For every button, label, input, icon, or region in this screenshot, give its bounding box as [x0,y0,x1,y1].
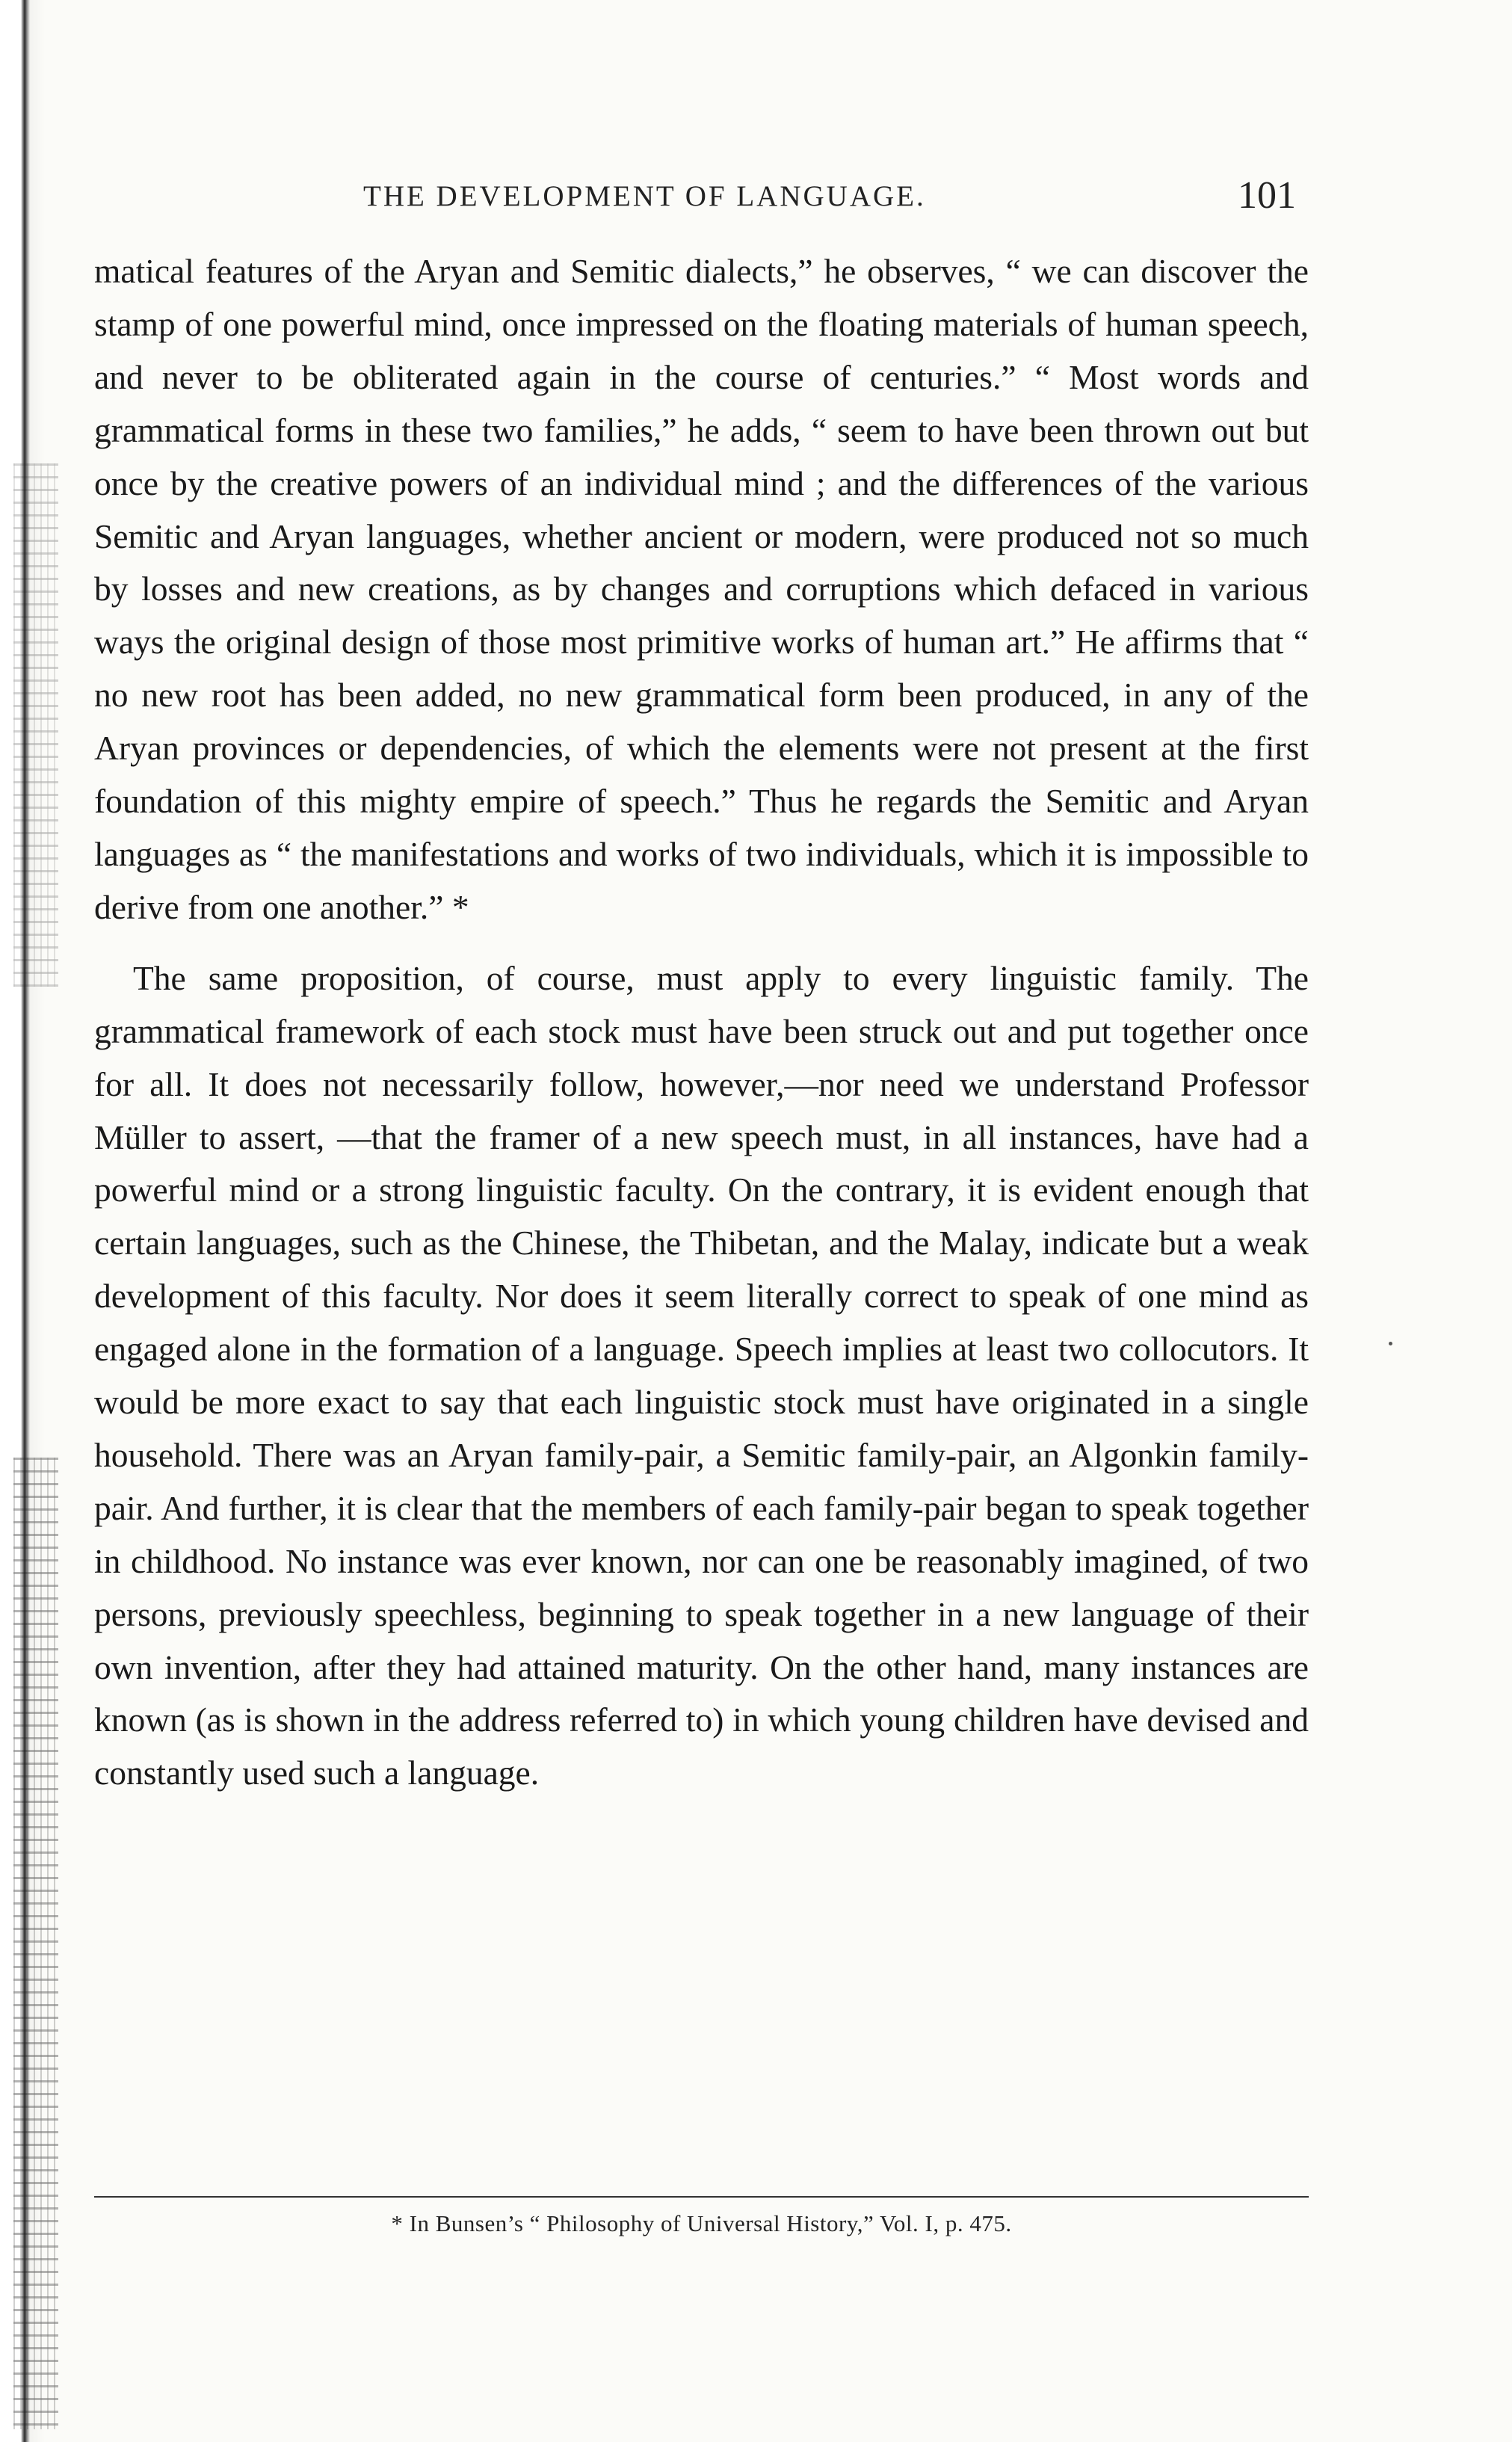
binding-shadow-lower [13,1458,58,2429]
paragraph-2: The same proposition, of course, must apply to every linguistic family. The grammatical framework of each stock must have been struck out and put together once for all. It does not necessarily follow, however,—nor need we understand Professor Müller to assert, —that the framer of a new speech must, in all instances, have had a powerful mind or a strong linguistic faculty. On the contrary, it is evident enough that certain languages, such as the Chinese, the Thibetan, and the Malay, indicate but a weak development of this faculty. Nor does it seem literally correct to speak of one mind as engaged alone in the formation of a language. Speech implies at least two collocutors. It would be more exact to say that each linguistic stock must have originated in a single household. There was an Aryan family-pair, a Semitic family-pair, an Algonkin family-pair. And further, it is clear that the members of each family-pair began to speak together in childhood. No instance was ever known, nor can one be reasonably imagined, of two persons, previously speechless, beginning to speak together in a new language of their own invention, after they had attained maturity. On the other hand, many instances are known (as is shown in the address referred to) in which young children have devised and constantly used such a language. [94,958,1309,1792]
margin-speck [1389,1342,1392,1345]
binding-shadow-upper [13,463,58,987]
page-header [0,173,1512,226]
running-head: THE DEVELOPMENT OF LANGUAGE. [363,180,926,212]
footnote-rule [94,2196,1309,2198]
page-number: 101 [1238,174,1296,217]
body-text [94,245,1309,1800]
footnote: * In Bunsen’s “ Philosophy of Universal History,” Vol. I, p. 475. [391,2210,1012,2236]
paragraph-1: matical features of the Aryan and Semitic dialects,” he observes, “ we can discover the stamp of one powerful mind, once impressed on the floating materials of human speech, and never to be obliterated again in the course of centuries.” “ Most words and grammatical forms in these two families,” he adds, “ seem to have been thrown out but once by the creative powers of an individual mind ; and the differences of the various Semitic and Aryan languages, whether ancient or modern, were produced not so much by losses and new creations, as by changes and corruptions which defaced in various ways the original design of those most primitive works of human art.” He affirms that “ no new root has been added, no new grammatical form been produced, in any of the Aryan provinces or dependencies, of which the elements were not present at the first foundation of this mighty empire of speech.” Thus he regards the Semitic and Aryan languages as “ the manifestations and works of two individuals, which it is impossible to derive from one another.” * [94,252,1309,926]
